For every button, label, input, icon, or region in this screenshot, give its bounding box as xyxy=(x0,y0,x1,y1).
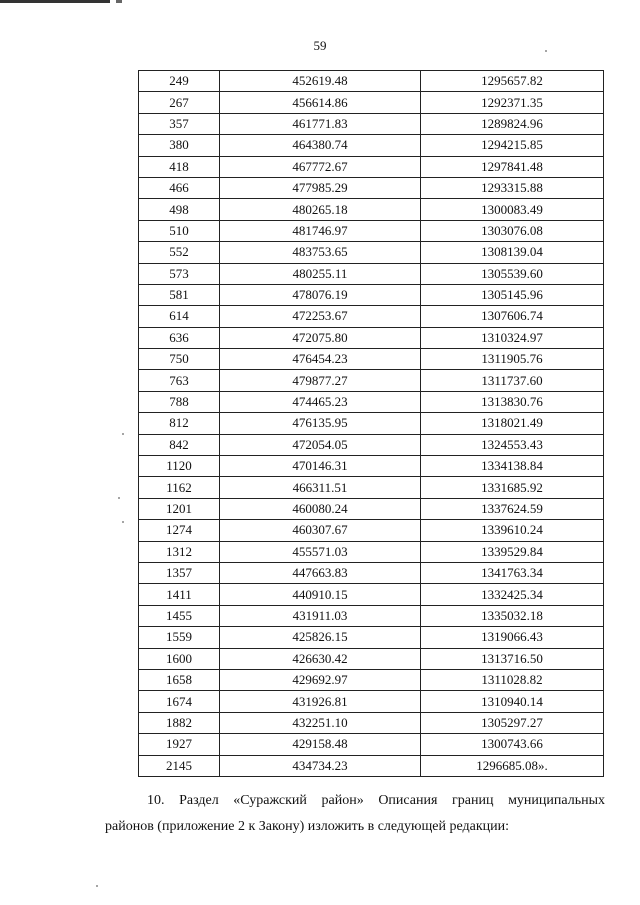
point-number-cell: 573 xyxy=(139,263,220,284)
table-row xyxy=(139,477,604,498)
x-coordinate-cell: 467772.67 xyxy=(220,156,421,177)
y-coordinate-cell: 1341763.34 xyxy=(421,562,604,583)
x-coordinate-cell: 452619.48 xyxy=(220,71,421,92)
point-number-cell: 249 xyxy=(139,71,220,92)
x-coordinate-cell: 440910.15 xyxy=(220,584,421,605)
table-row xyxy=(139,71,604,92)
x-coordinate-cell: 472253.67 xyxy=(220,306,421,327)
point-number-cell: 1927 xyxy=(139,734,220,755)
point-number-cell: 812 xyxy=(139,413,220,434)
table-row xyxy=(139,327,604,348)
table-row xyxy=(139,284,604,305)
scan-artifact-dot xyxy=(116,0,122,3)
point-number-cell: 1312 xyxy=(139,541,220,562)
point-number-cell: 1120 xyxy=(139,456,220,477)
scan-speck xyxy=(122,521,124,523)
point-number-cell: 552 xyxy=(139,242,220,263)
point-number-cell: 1455 xyxy=(139,605,220,626)
point-number-cell: 357 xyxy=(139,113,220,134)
y-coordinate-cell: 1307606.74 xyxy=(421,306,604,327)
point-number-cell: 466 xyxy=(139,177,220,198)
table-row xyxy=(139,520,604,541)
point-number-cell: 418 xyxy=(139,156,220,177)
page-number: 59 xyxy=(313,38,327,53)
table-row xyxy=(139,562,604,583)
table-row xyxy=(139,669,604,690)
point-number-cell: 581 xyxy=(139,284,220,305)
y-coordinate-cell: 1293315.88 xyxy=(421,177,604,198)
table-row xyxy=(139,541,604,562)
table-row xyxy=(139,434,604,455)
y-coordinate-cell: 1332425.34 xyxy=(421,584,604,605)
x-coordinate-cell: 476135.95 xyxy=(220,413,421,434)
y-coordinate-cell: 1295657.82 xyxy=(421,71,604,92)
coordinates-table xyxy=(138,70,604,777)
x-coordinate-cell: 429692.97 xyxy=(220,669,421,690)
point-number-cell: 267 xyxy=(139,92,220,113)
point-number-cell: 788 xyxy=(139,391,220,412)
table-row xyxy=(139,242,604,263)
y-coordinate-cell: 1289824.96 xyxy=(421,113,604,134)
x-coordinate-cell: 447663.83 xyxy=(220,562,421,583)
y-coordinate-cell: 1311737.60 xyxy=(421,370,604,391)
x-coordinate-cell: 432251.10 xyxy=(220,712,421,733)
x-coordinate-cell: 460307.67 xyxy=(220,520,421,541)
scan-artifact-mark xyxy=(0,0,125,4)
x-coordinate-cell: 476454.23 xyxy=(220,349,421,370)
y-coordinate-cell: 1305145.96 xyxy=(421,284,604,305)
x-coordinate-cell: 472054.05 xyxy=(220,434,421,455)
y-coordinate-cell: 1292371.35 xyxy=(421,92,604,113)
point-number-cell: 1274 xyxy=(139,520,220,541)
y-coordinate-cell: 1303076.08 xyxy=(421,220,604,241)
scan-artifact-bar xyxy=(0,0,110,3)
point-number-cell: 510 xyxy=(139,220,220,241)
x-coordinate-cell: 479877.27 xyxy=(220,370,421,391)
y-coordinate-cell: 1339529.84 xyxy=(421,541,604,562)
table-row xyxy=(139,156,604,177)
y-coordinate-cell: 1331685.92 xyxy=(421,477,604,498)
x-coordinate-cell: 477985.29 xyxy=(220,177,421,198)
x-coordinate-cell: 431911.03 xyxy=(220,605,421,626)
y-coordinate-cell: 1319066.43 xyxy=(421,627,604,648)
y-coordinate-cell: 1334138.84 xyxy=(421,456,604,477)
x-coordinate-cell: 480265.18 xyxy=(220,199,421,220)
point-number-cell: 1411 xyxy=(139,584,220,605)
y-coordinate-cell: 1310324.97 xyxy=(421,327,604,348)
point-number-cell: 842 xyxy=(139,434,220,455)
table-row xyxy=(139,263,604,284)
point-number-cell: 380 xyxy=(139,135,220,156)
point-number-cell: 1357 xyxy=(139,562,220,583)
point-number-cell: 1559 xyxy=(139,627,220,648)
table-row xyxy=(139,605,604,626)
coordinates-table-body xyxy=(139,71,604,777)
x-coordinate-cell: 464380.74 xyxy=(220,135,421,156)
x-coordinate-cell: 429158.48 xyxy=(220,734,421,755)
x-coordinate-cell: 466311.51 xyxy=(220,477,421,498)
table-row xyxy=(139,349,604,370)
paragraph-line-2: районов (приложение 2 к Закону) изложить в следующей редакции: xyxy=(105,819,510,834)
y-coordinate-cell: 1294215.85 xyxy=(421,135,604,156)
table-row xyxy=(139,92,604,113)
y-coordinate-cell: 1318021.49 xyxy=(421,413,604,434)
table-row xyxy=(139,199,604,220)
x-coordinate-cell: 480255.11 xyxy=(220,263,421,284)
y-coordinate-cell: 1313716.50 xyxy=(421,648,604,669)
x-coordinate-cell: 481746.97 xyxy=(220,220,421,241)
y-coordinate-cell: 1296685.08». xyxy=(421,755,604,776)
x-coordinate-cell: 472075.80 xyxy=(220,327,421,348)
table-row xyxy=(139,177,604,198)
point-number-cell: 1882 xyxy=(139,712,220,733)
point-number-cell: 636 xyxy=(139,327,220,348)
scan-speck xyxy=(122,433,124,435)
point-number-cell: 1162 xyxy=(139,477,220,498)
table-row xyxy=(139,498,604,519)
x-coordinate-cell: 474465.23 xyxy=(220,391,421,412)
x-coordinate-cell: 470146.31 xyxy=(220,456,421,477)
x-coordinate-cell: 483753.65 xyxy=(220,242,421,263)
point-number-cell: 614 xyxy=(139,306,220,327)
table-row xyxy=(139,627,604,648)
point-number-cell: 2145 xyxy=(139,755,220,776)
table-row xyxy=(139,220,604,241)
table-row xyxy=(139,306,604,327)
scan-speck xyxy=(545,50,547,52)
y-coordinate-cell: 1335032.18 xyxy=(421,605,604,626)
table-row xyxy=(139,413,604,434)
table-row xyxy=(139,648,604,669)
table-row xyxy=(139,584,604,605)
x-coordinate-cell: 434734.23 xyxy=(220,755,421,776)
point-number-cell: 1674 xyxy=(139,691,220,712)
point-number-cell: 750 xyxy=(139,349,220,370)
y-coordinate-cell: 1324553.43 xyxy=(421,434,604,455)
point-number-cell: 763 xyxy=(139,370,220,391)
point-number-cell: 498 xyxy=(139,199,220,220)
point-number-cell: 1658 xyxy=(139,669,220,690)
paragraph-line-1: 10. Раздел «Суражский район» Описания границ муниципальных xyxy=(147,793,605,808)
y-coordinate-cell: 1308139.04 xyxy=(421,242,604,263)
x-coordinate-cell: 425826.15 xyxy=(220,627,421,648)
y-coordinate-cell: 1305297.27 xyxy=(421,712,604,733)
table-row xyxy=(139,456,604,477)
x-coordinate-cell: 460080.24 xyxy=(220,498,421,519)
point-number-cell: 1201 xyxy=(139,498,220,519)
y-coordinate-cell: 1339610.24 xyxy=(421,520,604,541)
y-coordinate-cell: 1297841.48 xyxy=(421,156,604,177)
y-coordinate-cell: 1310940.14 xyxy=(421,691,604,712)
table-row xyxy=(139,135,604,156)
x-coordinate-cell: 431926.81 xyxy=(220,691,421,712)
y-coordinate-cell: 1305539.60 xyxy=(421,263,604,284)
x-coordinate-cell: 478076.19 xyxy=(220,284,421,305)
x-coordinate-cell: 426630.42 xyxy=(220,648,421,669)
x-coordinate-cell: 456614.86 xyxy=(220,92,421,113)
y-coordinate-cell: 1300743.66 xyxy=(421,734,604,755)
table-row xyxy=(139,113,604,134)
table-row xyxy=(139,712,604,733)
y-coordinate-cell: 1337624.59 xyxy=(421,498,604,519)
scan-speck xyxy=(118,497,120,499)
point-number-cell: 1600 xyxy=(139,648,220,669)
scan-speck xyxy=(96,885,98,887)
table-row xyxy=(139,391,604,412)
y-coordinate-cell: 1311028.82 xyxy=(421,669,604,690)
y-coordinate-cell: 1300083.49 xyxy=(421,199,604,220)
x-coordinate-cell: 455571.03 xyxy=(220,541,421,562)
y-coordinate-cell: 1311905.76 xyxy=(421,349,604,370)
x-coordinate-cell: 461771.83 xyxy=(220,113,421,134)
table-row xyxy=(139,691,604,712)
table-row xyxy=(139,755,604,776)
table-row xyxy=(139,370,604,391)
table-row xyxy=(139,734,604,755)
y-coordinate-cell: 1313830.76 xyxy=(421,391,604,412)
